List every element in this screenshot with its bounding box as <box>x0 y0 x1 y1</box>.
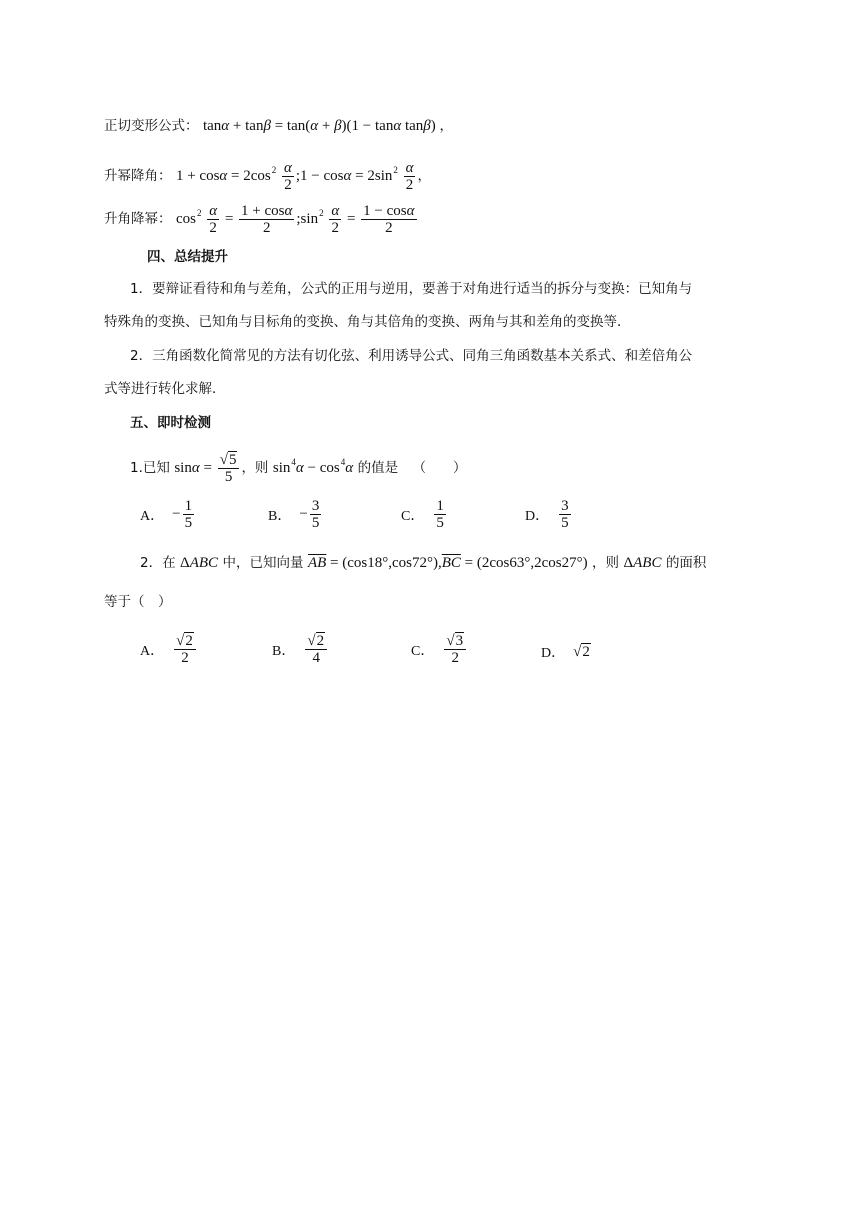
angle-up-formula <box>104 196 419 236</box>
q2-mid2: ，则 <box>592 555 620 571</box>
option-label: D． <box>525 508 550 524</box>
option-label: B． <box>272 643 296 659</box>
q2-option-b[interactable]: B． $\frac{√2}{4}$ <box>272 633 329 666</box>
option-sign: − <box>299 506 308 522</box>
option-label: B． <box>268 508 292 524</box>
option-denominator: 5 <box>184 515 193 531</box>
option-numerator: 3 <box>311 498 320 514</box>
section-5-heading: 五、即时检测 <box>130 415 211 431</box>
question-1 <box>130 442 467 488</box>
section-4-paragraph-2-line-1: 2．三角函数化简常见的方法有切化弦、利用诱导公式、同角三角函数基本关系式、和差倍角公 <box>130 348 693 364</box>
option-denominator: 5 <box>436 515 444 531</box>
power-up-formula: 升幂降角： $1 + \cos\alpha = 2\cos^2$ $\frac{\alpha}{2}$ ;1 − $\cos\alpha = 2\sin^2$ $\frac{\alpha}{2}$ ， <box>104 160 431 194</box>
q1-suffix: 的值是 <box>357 460 399 476</box>
option-label: A． <box>140 643 165 659</box>
question-2-line-2: 等于（ ） <box>104 594 172 610</box>
q2-option-d[interactable]: D． √2 <box>541 643 590 661</box>
q1-expression: $\sin^4\alpha - \cos^4\alpha$ <box>272 457 354 476</box>
q2-triangle-2: ΔABC <box>623 555 662 571</box>
q2-vectors: $\overline{AB} = (\cos 18^\circ,\cos 72^\circ),\overline{BC} = (2\cos 63^\circ,2\cos 27^\circ)$ <box>307 555 588 571</box>
q1-option-d[interactable] <box>525 498 573 531</box>
q2-option-c[interactable]: C． $\frac{√3}{2}$ <box>411 633 468 666</box>
option-numerator: 1 <box>436 498 444 514</box>
q2-prefix: 2．在 <box>140 555 176 571</box>
formula-math: $\cos^2$ $\frac{\alpha}{2}$ = $\frac{1 + \cos\alpha}{2}$ $;\sin^2$ $\frac{\alpha}{2}$ = $\frac{1 - \cos\alpha}{2}$ <box>175 203 415 237</box>
formula-math: $1 + \cos\alpha = 2\cos^2$ $\frac{\alpha}{2}$ ;1 − $\cos\alpha = 2\sin^2$ $\frac{\alpha}{2}$ <box>175 160 414 194</box>
q1-answer-paren: （ ） <box>412 460 467 476</box>
q2-mid1: 中，已知向量 <box>222 555 304 571</box>
section-4-paragraph-1-line-1: 1．要辩证看待和角与差角，公式的正用与逆用，要善于对角进行适当的拆分与变换：已知角与 <box>130 281 693 297</box>
q2-suffix: 的面积 <box>665 555 707 571</box>
formula-label: 升幂降角： <box>104 168 172 184</box>
q1-option-c[interactable] <box>401 498 448 531</box>
q1-option-a[interactable] <box>140 498 196 531</box>
section-4-heading: 四、总结提升 <box>147 249 228 265</box>
option-label: D． <box>541 646 566 661</box>
option-label: A． <box>140 508 165 524</box>
question-2-line-1 <box>140 552 706 574</box>
option-numerator: 3 <box>561 498 569 514</box>
option-denominator: 5 <box>311 515 320 531</box>
option-numerator: 1 <box>184 498 193 514</box>
q1-middle: ，则 <box>241 460 269 476</box>
formula-label: 正切变形公式： <box>104 118 199 134</box>
section-4-paragraph-2-line-2: 式等进行转化求解． <box>104 381 226 397</box>
q2-option-a[interactable]: A． $\frac{√2}{2}$ <box>140 633 198 666</box>
tan-transform-formula: 正切变形公式： tanα + tanβ = tan(α + β)(1 − tanα tanβ) ， <box>104 118 454 134</box>
option-label: C． <box>401 508 425 524</box>
option-denominator: 5 <box>561 515 569 531</box>
q1-prefix: 1.已知 <box>130 460 170 476</box>
q1-option-b[interactable] <box>268 498 323 531</box>
formula-math: tanα + tanβ = tan(α + β)(1 − tanα tanβ) <box>202 118 440 134</box>
section-4-paragraph-1-line-2: 特殊角的变换、已知角与目标角的变换、角与其倍角的变换、两角与其和差角的变换等． <box>104 314 631 330</box>
option-sign: − <box>172 506 181 522</box>
formula-label: 升角降幂： <box>104 211 172 227</box>
option-label: C． <box>411 643 435 659</box>
q2-triangle: ΔABC <box>180 555 219 571</box>
q1-given: sinα = $\frac{√5}{5}$ <box>174 460 241 476</box>
